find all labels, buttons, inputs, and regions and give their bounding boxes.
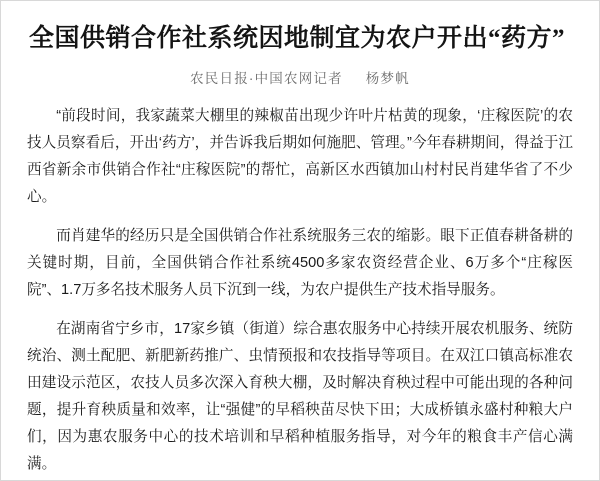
byline [27, 67, 573, 87]
byline-author: 杨梦帆 [365, 71, 410, 86]
article-container [1, 1, 599, 481]
article-paragraph: 而肖建华的经历只是全国供销合作社系统服务三农的缩影。眼下正值春耕备耕的关键时期，目前，全国供销合作社系统4500多家农资经营企业、6万多个“庄稼医院”、1.7万多名技术服务人员下沉到一线，为农户提供生产技术指导服务。 [27, 227, 573, 298]
byline-source: 农民日报·中国农网记者 [190, 71, 343, 86]
page-title: 全国供销合作社系统因地制宜为农户开出“药方” [29, 25, 566, 52]
article-paragraph: 在湖南省宁乡市，17家乡镇（街道）综合惠农服务中心持续开展农机服务、统防统治、测土配肥、新肥新药推广、虫情预报和农技指导等项目。在双江口镇高标准农田建设示范区，农技人员多次深入育秧大棚，及时解决育秧过程中可能出现的各种问题，提升育秧质量和效率，让“强健”的早稻秧苗尽快下田；大成桥镇永盛村种粮大户们，因为惠农服务中心的技术培训和早稻种植服务指导，对今年的粮食丰产信心满满。 [27, 320, 573, 472]
article-body [27, 103, 573, 478]
article-paragraph: “前段时间，我家蔬菜大棚里的辣椒苗出现少许叶片枯黄的现象，‘庄稼医院’的农技人员察看后，开出‘药方’，并告诉我后期如何施肥、管理。”今年春耕期间，得益于江西省新余市供销合作社“庄稼医院”的帮忙，高新区水西镇加山村村民肖建华省了不少心。 [27, 108, 573, 205]
